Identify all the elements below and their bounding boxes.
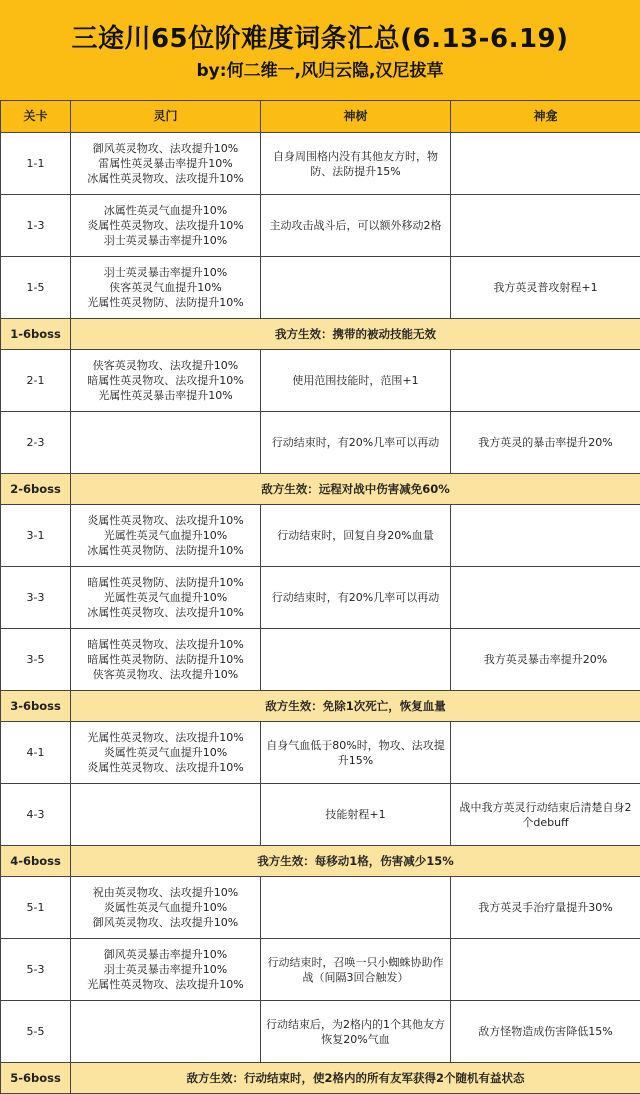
stage-row	[1, 629, 640, 691]
shenshu-cell: 行动结束时，有20%几率可以再动	[261, 567, 451, 629]
lingmen-cell	[71, 939, 261, 1001]
column-header-lingmen: 灵门	[71, 101, 261, 133]
lingmen-cell	[71, 784, 261, 846]
lingmen-cell	[71, 505, 261, 567]
lingmen-entry: 冰属性英灵物攻、法攻提升10%	[87, 606, 244, 619]
stage-row	[1, 1001, 640, 1063]
table-body	[1, 133, 640, 1094]
lingmen-entry: 暗属性英灵物防、法防提升10%	[87, 576, 244, 589]
shenkan-cell	[451, 350, 640, 412]
shenkan-cell: 我方英灵普攻射程+1	[451, 257, 640, 319]
shenshu-cell: 自身周围格内没有其他友方时，物防、法防提升15%	[261, 133, 451, 195]
shenkan-cell	[451, 567, 640, 629]
boss-row	[1, 691, 640, 722]
lingmen-entry: 光属性英灵物攻、法攻提升10%	[87, 731, 244, 744]
stage-cell: 2-1	[1, 350, 71, 412]
lingmen-entry: 侠客英灵物攻、法攻提升10%	[92, 359, 239, 372]
boss-row	[1, 1063, 640, 1094]
stage-cell: 1-5	[1, 257, 71, 319]
shenkan-cell	[451, 133, 640, 195]
stage-row	[1, 350, 640, 412]
shenkan-cell: 我方英灵手治疗量提升30%	[451, 877, 640, 939]
boss-effect-cell: 我方生效：携带的被动技能无效	[71, 319, 640, 350]
lingmen-cell	[71, 567, 261, 629]
stage-row	[1, 939, 640, 1001]
lingmen-entry: 羽士英灵暴击率提升10%	[103, 963, 228, 976]
lingmen-entry: 冰属性英灵气血提升10%	[103, 204, 228, 217]
lingmen-entry: 祝由英灵物攻、法攻提升10%	[92, 886, 239, 899]
stage-row	[1, 195, 640, 257]
lingmen-cell	[71, 877, 261, 939]
lingmen-entry: 暗属性英灵物攻、法攻提升10%	[87, 638, 244, 651]
table-header-row	[1, 101, 640, 133]
shenshu-cell: 行动结束后，为2格内的1个其他友方恢复20%气血	[261, 1001, 451, 1063]
stage-row	[1, 877, 640, 939]
lingmen-entry: 炎属性英灵物攻、法攻提升10%	[87, 219, 244, 232]
stage-row	[1, 133, 640, 195]
boss-row	[1, 319, 640, 350]
boss-effect-cell: 敌方生效：免除1次死亡，恢复血量	[71, 691, 640, 722]
stage-cell: 1-3	[1, 195, 71, 257]
shenshu-cell: 行动结束时，回复自身20%血量	[261, 505, 451, 567]
shenshu-cell	[261, 257, 451, 319]
boss-stage-cell: 2-6boss	[1, 474, 71, 505]
shenkan-cell: 敌方怪物造成伤害降低15%	[451, 1001, 640, 1063]
lingmen-entry: 冰属性英灵物防、法防提升10%	[87, 544, 244, 557]
stage-cell: 1-1	[1, 133, 71, 195]
lingmen-entry: 御风英灵物攻、法攻提升10%	[92, 142, 239, 155]
stage-cell: 5-1	[1, 877, 71, 939]
shenshu-cell: 技能射程+1	[261, 784, 451, 846]
stage-cell: 4-1	[1, 722, 71, 784]
lingmen-cell	[71, 257, 261, 319]
stage-row	[1, 567, 640, 629]
column-header-shenshu: 神树	[261, 101, 451, 133]
boss-stage-cell: 5-6boss	[1, 1063, 71, 1094]
lingmen-entry: 炎属性英灵物攻、法攻提升10%	[87, 761, 244, 774]
lingmen-entry: 光属性英灵物攻、法攻提升10%	[87, 978, 244, 991]
shenshu-cell	[261, 877, 451, 939]
lingmen-cell	[71, 412, 261, 474]
shenkan-cell: 我方英灵暴击率提升20%	[451, 629, 640, 691]
page-subtitle: by:何二维一,风归云隐,汉尼拔草	[196, 61, 444, 81]
boss-row	[1, 846, 640, 877]
shenshu-cell: 使用范围技能时，范围+1	[261, 350, 451, 412]
stage-cell: 3-5	[1, 629, 71, 691]
lingmen-entry: 侠客英灵物攻、法攻提升10%	[92, 668, 239, 681]
shenshu-cell: 行动结束时，召唤一只小蜘蛛协助作战（间隔3回合触发）	[261, 939, 451, 1001]
shenkan-cell	[451, 722, 640, 784]
boss-stage-cell: 1-6boss	[1, 319, 71, 350]
lingmen-entry: 御风英灵物攻、法攻提升10%	[92, 916, 239, 929]
lingmen-cell	[71, 1001, 261, 1063]
boss-row	[1, 474, 640, 505]
boss-effect-cell: 敌方生效：行动结束时，使2格内的所有友军获得2个随机有益状态	[71, 1063, 640, 1094]
lingmen-entry: 侠客英灵气血提升10%	[109, 281, 222, 294]
lingmen-entry: 暗属性英灵物防、法防提升10%	[87, 653, 244, 666]
lingmen-entry: 羽士英灵暴击率提升10%	[103, 234, 228, 247]
column-header-shenkan: 神龛	[451, 101, 640, 133]
stage-row	[1, 257, 640, 319]
stage-cell: 2-3	[1, 412, 71, 474]
boss-effect-cell: 敌方生效：远程对战中伤害减免60%	[71, 474, 640, 505]
lingmen-entry: 光属性英灵物防、法防提升10%	[87, 296, 244, 309]
lingmen-entry: 炎属性英灵气血提升10%	[103, 901, 228, 914]
shenkan-cell	[451, 195, 640, 257]
shenkan-cell	[451, 939, 640, 1001]
lingmen-cell	[71, 133, 261, 195]
lingmen-entry: 雷属性英灵暴击率提升10%	[98, 157, 233, 170]
stage-cell: 3-1	[1, 505, 71, 567]
lingmen-entry: 暗属性英灵物攻、法攻提升10%	[87, 374, 244, 387]
page-title: 三途川65位阶难度词条汇总(6.13-6.19)	[71, 24, 569, 54]
boss-effect-cell: 我方生效：每移动1格，伤害减少15%	[71, 846, 640, 877]
stage-cell: 5-5	[1, 1001, 71, 1063]
lingmen-entry: 炎属性英灵气血提升10%	[103, 746, 228, 759]
lingmen-entry: 光属性英灵气血提升10%	[103, 591, 228, 604]
lingmen-entry: 炎属性英灵物攻、法攻提升10%	[87, 514, 244, 527]
lingmen-entry: 羽士英灵暴击率提升10%	[103, 266, 228, 279]
stage-row	[1, 505, 640, 567]
stage-row	[1, 722, 640, 784]
shenshu-cell: 自身气血低于80%时，物攻、法攻提升15%	[261, 722, 451, 784]
stage-cell: 5-3	[1, 939, 71, 1001]
shenshu-cell	[261, 629, 451, 691]
lingmen-entry: 光属性英灵暴击率提升10%	[98, 389, 233, 402]
lingmen-cell	[71, 722, 261, 784]
lingmen-entry: 冰属性英灵物攻、法攻提升10%	[87, 172, 244, 185]
stage-cell: 3-3	[1, 567, 71, 629]
stage-row	[1, 784, 640, 846]
shenshu-cell: 行动结束时，有20%几率可以再动	[261, 412, 451, 474]
stage-row	[1, 412, 640, 474]
lingmen-cell	[71, 195, 261, 257]
shenkan-cell: 我方英灵的暴击率提升20%	[451, 412, 640, 474]
lingmen-entry: 光属性英灵气血提升10%	[103, 529, 228, 542]
shenkan-cell	[451, 505, 640, 567]
boss-stage-cell: 4-6boss	[1, 846, 71, 877]
boss-stage-cell: 3-6boss	[1, 691, 71, 722]
page-header	[0, 0, 640, 100]
lingmen-cell	[71, 350, 261, 412]
summary-table	[0, 100, 640, 1094]
lingmen-entry: 御风英灵暴击率提升10%	[103, 948, 228, 961]
lingmen-cell	[71, 629, 261, 691]
shenkan-cell: 战中我方英灵行动结束后清楚自身2个debuff	[451, 784, 640, 846]
stage-cell: 4-3	[1, 784, 71, 846]
shenshu-cell: 主动攻击战斗后，可以额外移动2格	[261, 195, 451, 257]
column-header-stage: 关卡	[1, 101, 71, 133]
